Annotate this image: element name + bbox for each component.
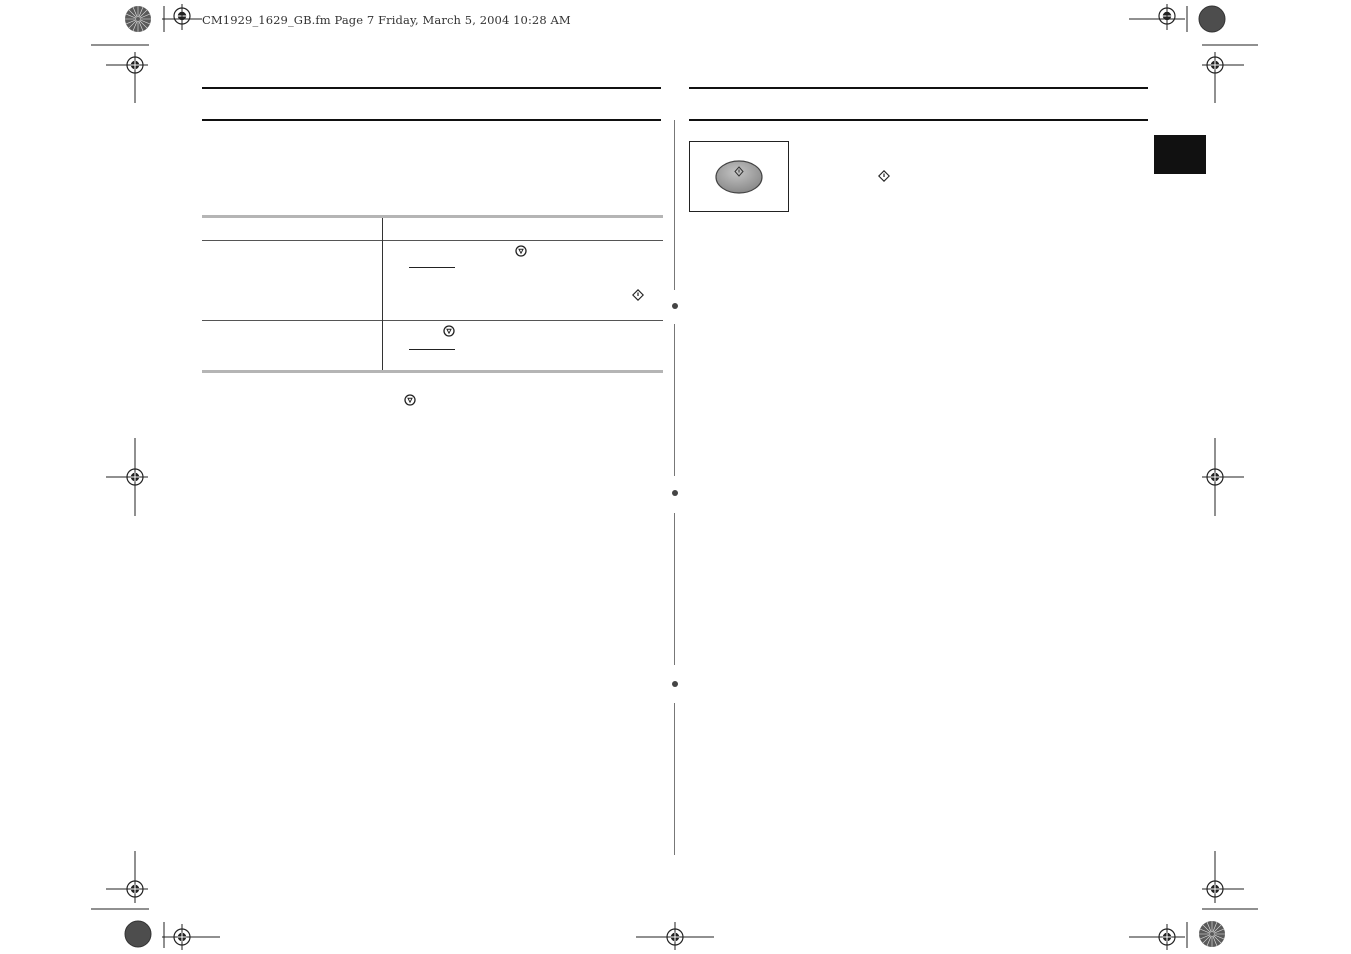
stop-icon xyxy=(515,245,527,257)
divider-dot xyxy=(672,681,678,687)
start-icon xyxy=(632,289,644,301)
left-heading-top-rule xyxy=(202,87,661,89)
table-column-divider xyxy=(382,218,383,370)
row2-underline xyxy=(409,349,455,350)
right-heading-top-rule xyxy=(689,87,1148,89)
start-button-illustration xyxy=(690,142,788,211)
table-header-rule xyxy=(202,240,663,241)
row1-underline xyxy=(409,267,455,268)
table-row-rule xyxy=(202,320,663,321)
start-button-figure xyxy=(689,141,789,212)
column-divider-segment xyxy=(674,120,675,290)
stop-icon xyxy=(404,394,416,406)
start-icon xyxy=(878,170,890,182)
column-divider-segment xyxy=(674,513,675,665)
column-divider-segment xyxy=(674,324,675,476)
table-bottom-rule xyxy=(202,370,663,373)
divider-dot xyxy=(672,490,678,496)
file-info-header: CM1929_1629_GB.fm Page 7 Friday, March 5, 2004 10:28 AM xyxy=(202,13,571,27)
left-heading-bottom-rule xyxy=(202,119,661,121)
right-heading-bottom-rule xyxy=(689,119,1148,121)
column-divider-segment xyxy=(674,703,675,855)
divider-dot xyxy=(672,303,678,309)
stop-icon xyxy=(443,325,455,337)
table-top-rule xyxy=(202,215,663,218)
language-tab xyxy=(1154,135,1206,174)
